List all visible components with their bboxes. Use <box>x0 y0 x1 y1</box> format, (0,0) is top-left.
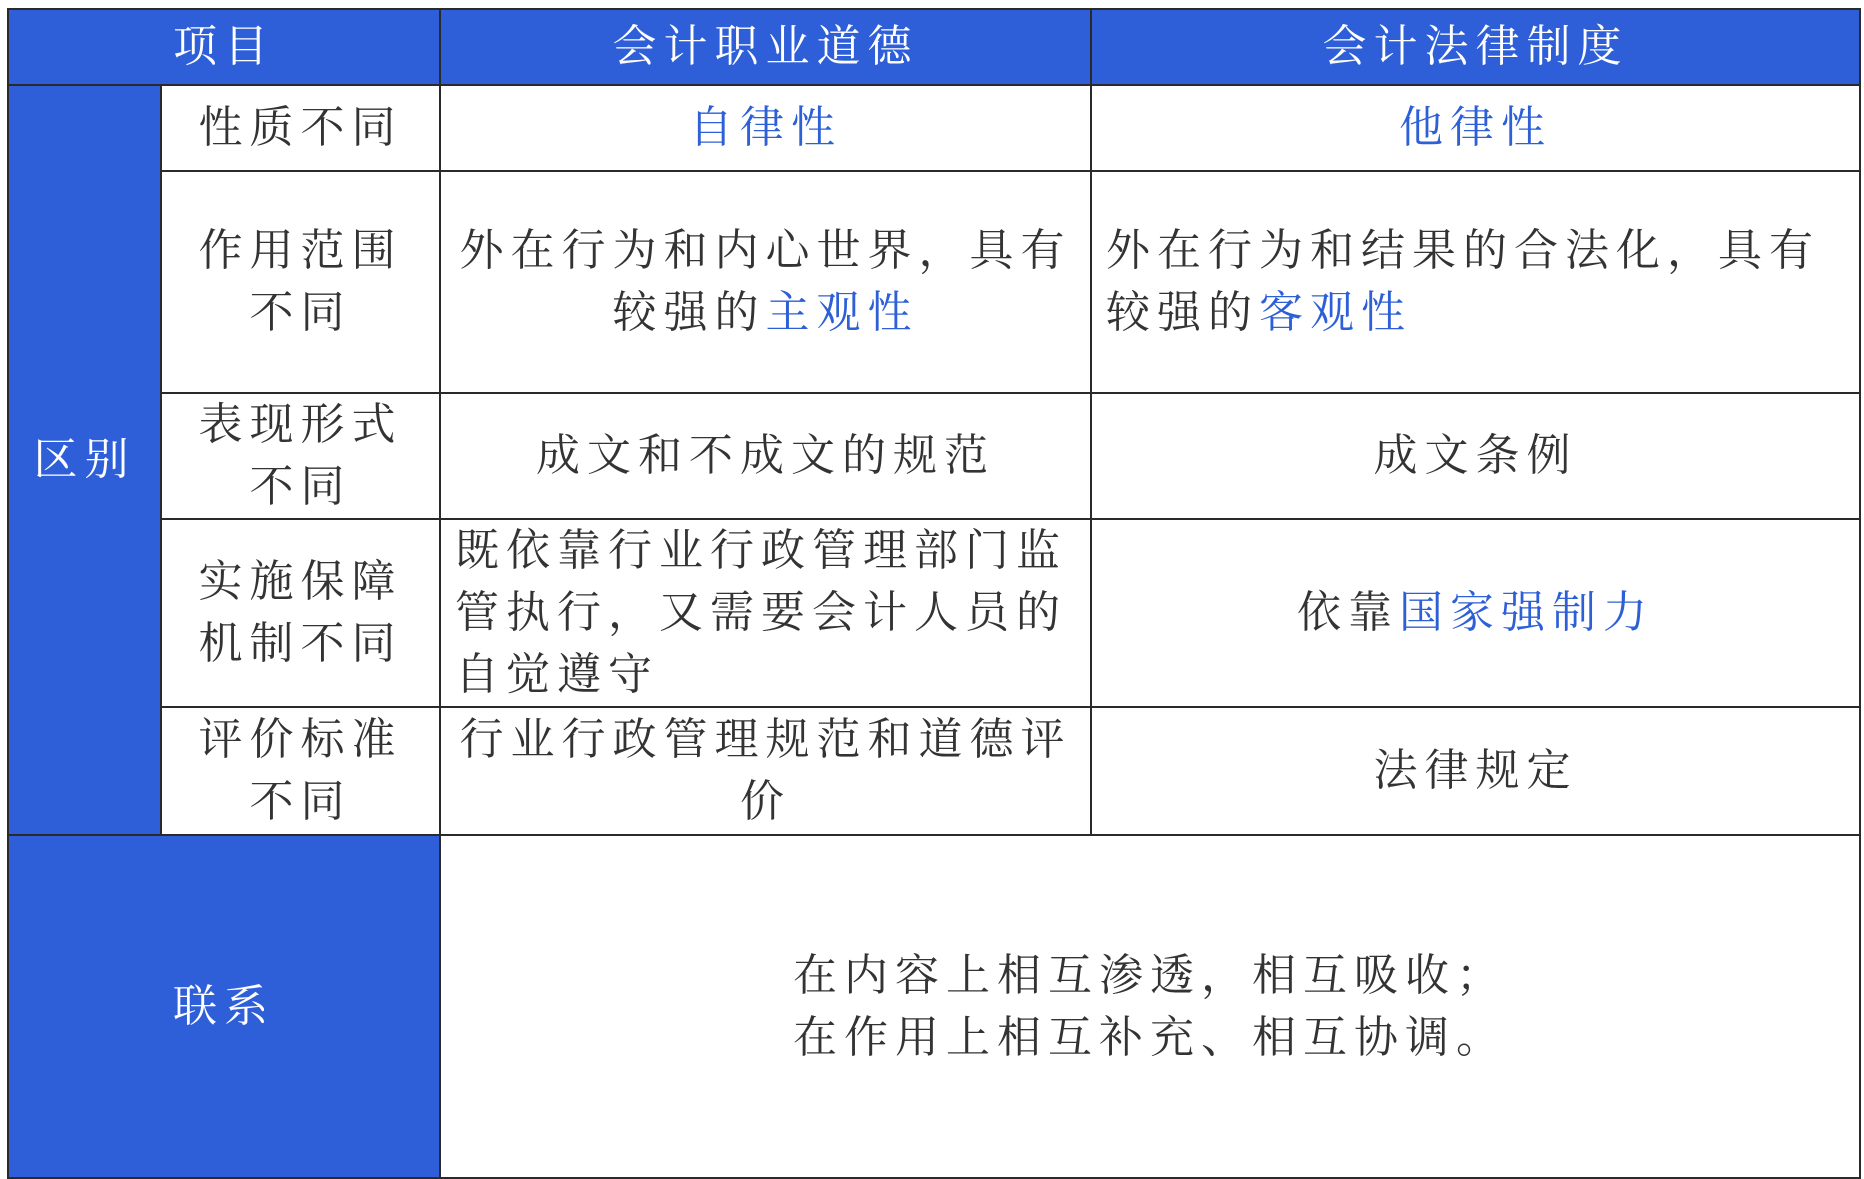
aspect-cell: 表现形式不同 <box>161 393 440 519</box>
aspect-cell: 评价标准不同 <box>161 707 440 835</box>
ethics-cell <box>440 85 1091 171</box>
differences-label: 区别 <box>8 85 161 835</box>
connection-cell <box>440 835 1860 1178</box>
highlight-text: 国家强制力 <box>1399 587 1654 638</box>
table-header-row <box>8 9 1860 85</box>
highlight-text: 自律性 <box>689 102 842 153</box>
table-row-nature <box>8 85 1860 171</box>
law-cell <box>1091 85 1860 171</box>
header-ethics: 会计职业道德 <box>440 9 1091 85</box>
connection-line-2: 在作用上相互补充、相互协调。 <box>793 1011 1507 1063</box>
ethics-cell: 行业行政管理规范和道德评价 <box>440 707 1091 835</box>
law-cell: 成文条例 <box>1091 393 1860 519</box>
law-cell: 外在行为和结果的合法化，具有较强的客观性 <box>1091 171 1860 393</box>
table-row-scope <box>8 171 1860 393</box>
table-row-enforcement <box>8 519 1860 707</box>
law-cell: 法律规定 <box>1091 707 1860 835</box>
connection-line-1: 在内容上相互渗透，相互吸收； <box>793 949 1507 1001</box>
aspect-cell: 性质不同 <box>161 85 440 171</box>
aspect-cell: 作用范围不同 <box>161 171 440 393</box>
highlight-text: 客观性 <box>1259 287 1412 338</box>
aspect-cell: 实施保障机制不同 <box>161 519 440 707</box>
table-row-connection <box>8 835 1860 1178</box>
table-row-evaluation <box>8 707 1860 835</box>
highlight-text: 他律性 <box>1399 102 1552 153</box>
table-row-form <box>8 393 1860 519</box>
ethics-cell: 外在行为和内心世界，具有较强的主观性 <box>440 171 1091 393</box>
ethics-cell: 成文和不成文的规范 <box>440 393 1091 519</box>
law-cell: 依靠国家强制力 <box>1091 519 1860 707</box>
connection-label: 联系 <box>8 835 440 1178</box>
ethics-cell: 既依靠行业行政管理部门监管执行，又需要会计人员的自觉遵守 <box>440 519 1091 707</box>
highlight-text: 主观性 <box>765 287 919 338</box>
comparison-table <box>7 8 1861 1179</box>
header-item: 项目 <box>8 9 440 85</box>
header-law: 会计法律制度 <box>1091 9 1860 85</box>
